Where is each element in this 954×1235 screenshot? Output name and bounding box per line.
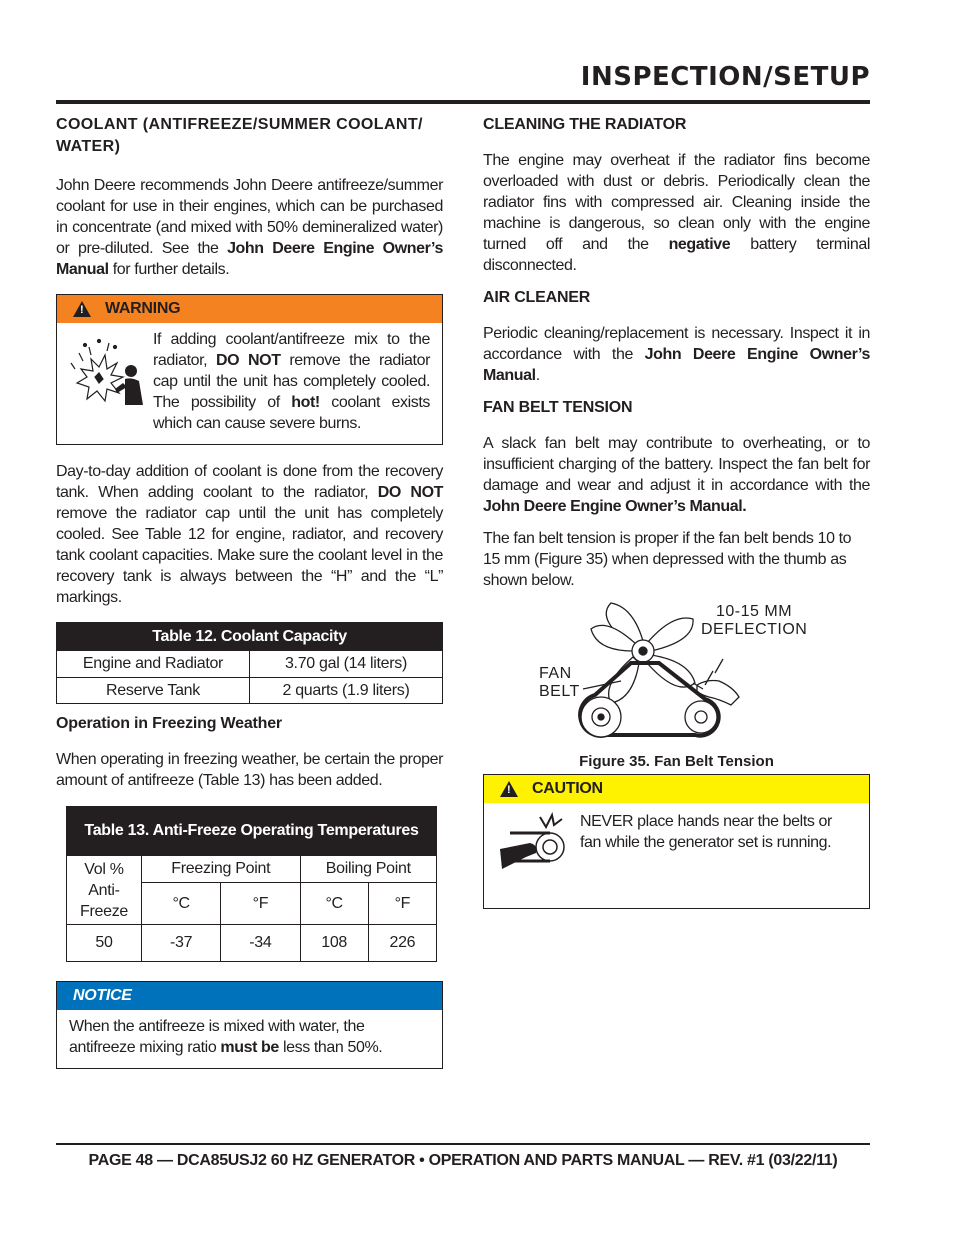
warning-label: WARNING — [105, 300, 181, 317]
table-row — [57, 651, 443, 678]
table-cell: Engine and Radiator — [57, 651, 250, 678]
caution-triangle-icon: ! — [500, 781, 518, 797]
table-cell: -34 — [221, 925, 300, 962]
figure-label-fan: FAN — [539, 665, 572, 682]
left-column — [56, 114, 443, 1069]
notice-header: NOTICE — [57, 982, 442, 1010]
air-text-a: Periodic cleaning/replacement is necessary. Inspect it in accordance with the — [483, 325, 870, 363]
figure-label-belt: BELT — [539, 683, 580, 700]
table-cell: Boiling Point — [300, 856, 436, 883]
air-text-c: . — [535, 367, 540, 384]
coolant-text-a: John Deere recommends John Deere antifreeze/summer coolant for use in their engines, which can be purchased in concentrate (and mixed with 50% demineralized water) or pre-diluted. See the — [56, 177, 443, 257]
caution-text: NEVER place hands near the belts or fan while the generator set is running. — [580, 813, 832, 851]
air-cleaner-heading: AIR CLEANER — [483, 289, 591, 306]
table-cell: °C — [300, 883, 368, 925]
table-header-row — [67, 856, 437, 883]
warning-triangle-icon: ! — [73, 301, 91, 317]
table-cell: 3.70 gal (14 liters) — [250, 651, 443, 678]
air-cleaner-paragraph — [483, 323, 870, 386]
radiator-text-a: The engine may overheat if the radiator fins become overloaded with dust or debris. Periodically clean the radiator fins with compressed air. Cleaning inside the machine is dangerous, so clean only with the engine turned off and the — [483, 152, 870, 253]
warning-text — [153, 329, 430, 434]
coolant-paragraph — [56, 175, 443, 280]
freezing-heading: Operation in Freezing Weather — [56, 715, 282, 732]
radiator-text-c: battery terminal disconnected. — [483, 236, 870, 274]
freezing-paragraph: When operating in freezing weather, be certain the proper amount of antifreeze (Table 13) has been added. — [56, 751, 443, 789]
warning-text-2: DO NOT — [216, 352, 281, 369]
table-cell: Vol % Anti-Freeze — [67, 856, 142, 925]
figure-caption: Figure 35. Fan Belt Tension — [579, 753, 774, 770]
table-13-antifreeze — [66, 806, 437, 962]
dtd-text-c: remove the radiator cap until the unit has completely cooled. See Table 12 for engine, radiator, and recovery tank coolant capacities. Make sure the coolant level in the recovery tank is always between the “H” and the “L” markings. — [56, 505, 443, 606]
page-title: INSPECTION/SETUP — [580, 62, 870, 92]
air-text-b: John Deere Engine Owner’s Manual — [483, 346, 870, 384]
dtd-text-a: Day-to-day addition of coolant is done from the recovery tank. When adding coolant to the radiator, — [56, 463, 443, 501]
dtd-text-b: DO NOT — [377, 484, 443, 501]
table-cell: °F — [368, 883, 436, 925]
warning-box — [56, 294, 443, 445]
radiator-text-b: negative — [668, 236, 731, 253]
fan-belt-heading: FAN BELT TENSION — [483, 399, 633, 416]
table-12-title: Table 12. Coolant Capacity — [57, 623, 443, 651]
hand-belt-hazard-icon — [496, 811, 580, 882]
table-cell: °F — [221, 883, 300, 925]
warning-text-3: remove the radiator cap until the unit has completely cooled. The possibility of — [153, 352, 431, 411]
radiator-heading: CLEANING THE RADIATOR — [483, 116, 687, 133]
header-rule — [56, 100, 870, 104]
warning-text-5: coolant exists which can cause severe burns. — [153, 394, 430, 432]
coolant-heading: COOLANT (ANTIFREEZE/SUMMER COOLANT/ WATER) — [56, 116, 423, 155]
warning-text-1: If adding coolant/antifreeze mix to the radiator, — [153, 331, 430, 369]
right-column — [483, 114, 870, 909]
caution-box — [483, 774, 870, 909]
table-cell: Freezing Point — [142, 856, 301, 883]
table-13-title: Table 13. Anti-Freeze Operating Temperatures — [67, 807, 437, 856]
table-cell: °C — [142, 883, 221, 925]
figure-label-deflection-1: 10-15 MM — [716, 603, 793, 620]
table-cell: 2 quarts (1.9 liters) — [250, 678, 443, 704]
figure-label-deflection-2: DEFLECTION — [701, 621, 808, 638]
caution-header — [484, 775, 869, 803]
table-cell: Reserve Tank — [57, 678, 250, 704]
fan-belt-paragraph-1 — [483, 433, 870, 517]
notice-text — [69, 1016, 430, 1058]
radiator-paragraph — [483, 150, 870, 276]
warning-text-4: hot! — [291, 394, 320, 411]
table-row — [67, 925, 437, 962]
day-to-day-paragraph — [56, 461, 443, 608]
footer-rule — [56, 1143, 870, 1145]
warning-header — [57, 295, 442, 323]
table-cell: 108 — [300, 925, 368, 962]
table-row — [57, 678, 443, 704]
fan-text-b: John Deere Engine Owner’s Manual. — [483, 498, 747, 515]
page-footer: PAGE 48 — DCA85USJ2 60 HZ GENERATOR • OPERATION AND PARTS MANUAL — REV. #1 (03/22/11) — [88, 1152, 838, 1169]
table-cell: 50 — [67, 925, 142, 962]
notice-box — [56, 981, 443, 1069]
notice-text-2: must be — [220, 1039, 279, 1056]
fan-text-a: A slack fan belt may contribute to overheating, or to insufficient charging of the battery. Inspect the fan belt for damage and wear and adjust it in accordance with the — [483, 435, 870, 494]
notice-text-3: less than 50%. — [278, 1039, 383, 1056]
table-cell: -37 — [142, 925, 221, 962]
table-cell: 226 — [368, 925, 436, 962]
coolant-manual-ref: John Deere Engine Owner’s Manual — [56, 240, 443, 278]
notice-text-1: When the antifreeze is mixed with water, the antifreeze mixing ratio — [69, 1018, 365, 1056]
coolant-text-c: for further details. — [108, 261, 230, 278]
fan-belt-figure — [483, 599, 870, 749]
explosion-burn-icon — [69, 329, 153, 434]
fan-belt-paragraph-2: The fan belt tension is proper if the fan belt bends 10 to 15 mm (Figure 35) when depressed with the thumb as shown below. — [483, 530, 852, 589]
caution-label: CAUTION — [532, 780, 603, 797]
table-12-coolant-capacity — [56, 622, 443, 704]
